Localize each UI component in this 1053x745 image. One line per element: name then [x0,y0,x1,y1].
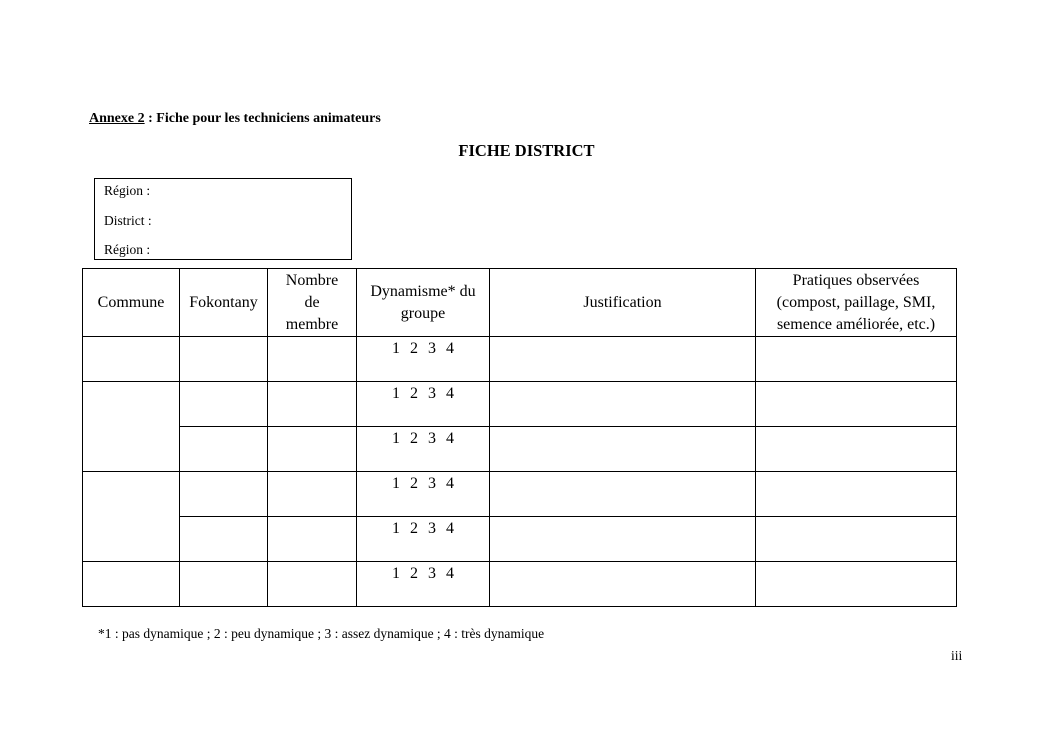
header-nombre-line1: Nombre [285,271,339,289]
nombre-cell[interactable] [268,337,357,382]
header-commune: Commune [83,269,180,337]
rating-scale: 1 2 3 4 [392,520,454,537]
fokontany-cell[interactable] [180,517,268,562]
fokontany-cell[interactable] [180,337,268,382]
table-row [83,427,957,472]
table-header-row [83,269,957,337]
fokontany-cell[interactable] [180,382,268,427]
dynamisme-cell[interactable] [357,427,490,472]
dynamisme-cell[interactable] [357,517,490,562]
header-pratiques-line1: Pratiques observées [792,271,920,289]
rating-scale: 1 2 3 4 [392,385,454,402]
nombre-cell[interactable] [268,517,357,562]
rating-scale: 1 2 3 4 [392,430,454,447]
dynamisme-cell[interactable] [357,337,490,382]
table-row [83,382,957,427]
justification-cell[interactable] [490,517,756,562]
rating-scale: 1 2 3 4 [392,565,454,582]
dynamisme-cell[interactable] [357,382,490,427]
justification-cell[interactable] [490,472,756,517]
nombre-cell[interactable] [268,562,357,607]
pratiques-cell[interactable] [756,427,957,472]
pratiques-cell[interactable] [756,562,957,607]
justification-cell[interactable] [490,562,756,607]
page-number: iii [951,648,963,663]
info-region-label: Région : [104,183,151,198]
header-fokontany: Fokontany [180,269,268,337]
header-dynamisme [357,269,490,337]
footnote: *1 : pas dynamique ; 2 : peu dynamique ; 3 : assez dynamique ; 4 : très dynamique [98,626,545,641]
pratiques-cell[interactable] [756,382,957,427]
annex-label: Annexe 2 [89,111,145,126]
rating-scale: 1 2 3 4 [392,340,454,357]
commune-cell[interactable] [83,382,180,472]
justification-cell[interactable] [490,382,756,427]
header-nombre [268,269,357,337]
location-info-box [94,178,352,260]
justification-cell[interactable] [490,337,756,382]
dynamisme-cell[interactable] [357,472,490,517]
nombre-cell[interactable] [268,427,357,472]
header-nombre-line3: membre [285,315,339,333]
info-district-label: District : [104,213,152,228]
header-justification: Justification [490,269,756,337]
rating-scale: 1 2 3 4 [392,475,454,492]
district-table [82,268,957,607]
header-dynamisme-line1: Dynamisme* du [370,282,476,300]
justification-cell[interactable] [490,427,756,472]
table-row [83,562,957,607]
table-row [83,517,957,562]
table-row [83,472,957,517]
annex-heading [89,111,381,127]
header-dynamisme-line2: groupe [400,304,446,322]
commune-cell[interactable] [83,337,180,382]
header-pratiques-line3: semence améliorée, etc.) [776,315,936,333]
page-title: FICHE DISTRICT [458,141,595,160]
fokontany-cell[interactable] [180,562,268,607]
pratiques-cell[interactable] [756,337,957,382]
dynamisme-cell[interactable] [357,562,490,607]
commune-cell[interactable] [83,472,180,562]
fokontany-cell[interactable] [180,427,268,472]
fokontany-cell[interactable] [180,472,268,517]
table-row [83,337,957,382]
header-pratiques [756,269,957,337]
info-region-label-2: Région : [104,242,151,257]
annex-text: : Fiche pour les techniciens animateurs [144,111,381,126]
nombre-cell[interactable] [268,382,357,427]
commune-cell[interactable] [83,562,180,607]
pratiques-cell[interactable] [756,472,957,517]
header-nombre-line2: de [304,293,320,311]
nombre-cell[interactable] [268,472,357,517]
header-pratiques-line2: (compost, paillage, SMI, [776,293,936,311]
pratiques-cell[interactable] [756,517,957,562]
